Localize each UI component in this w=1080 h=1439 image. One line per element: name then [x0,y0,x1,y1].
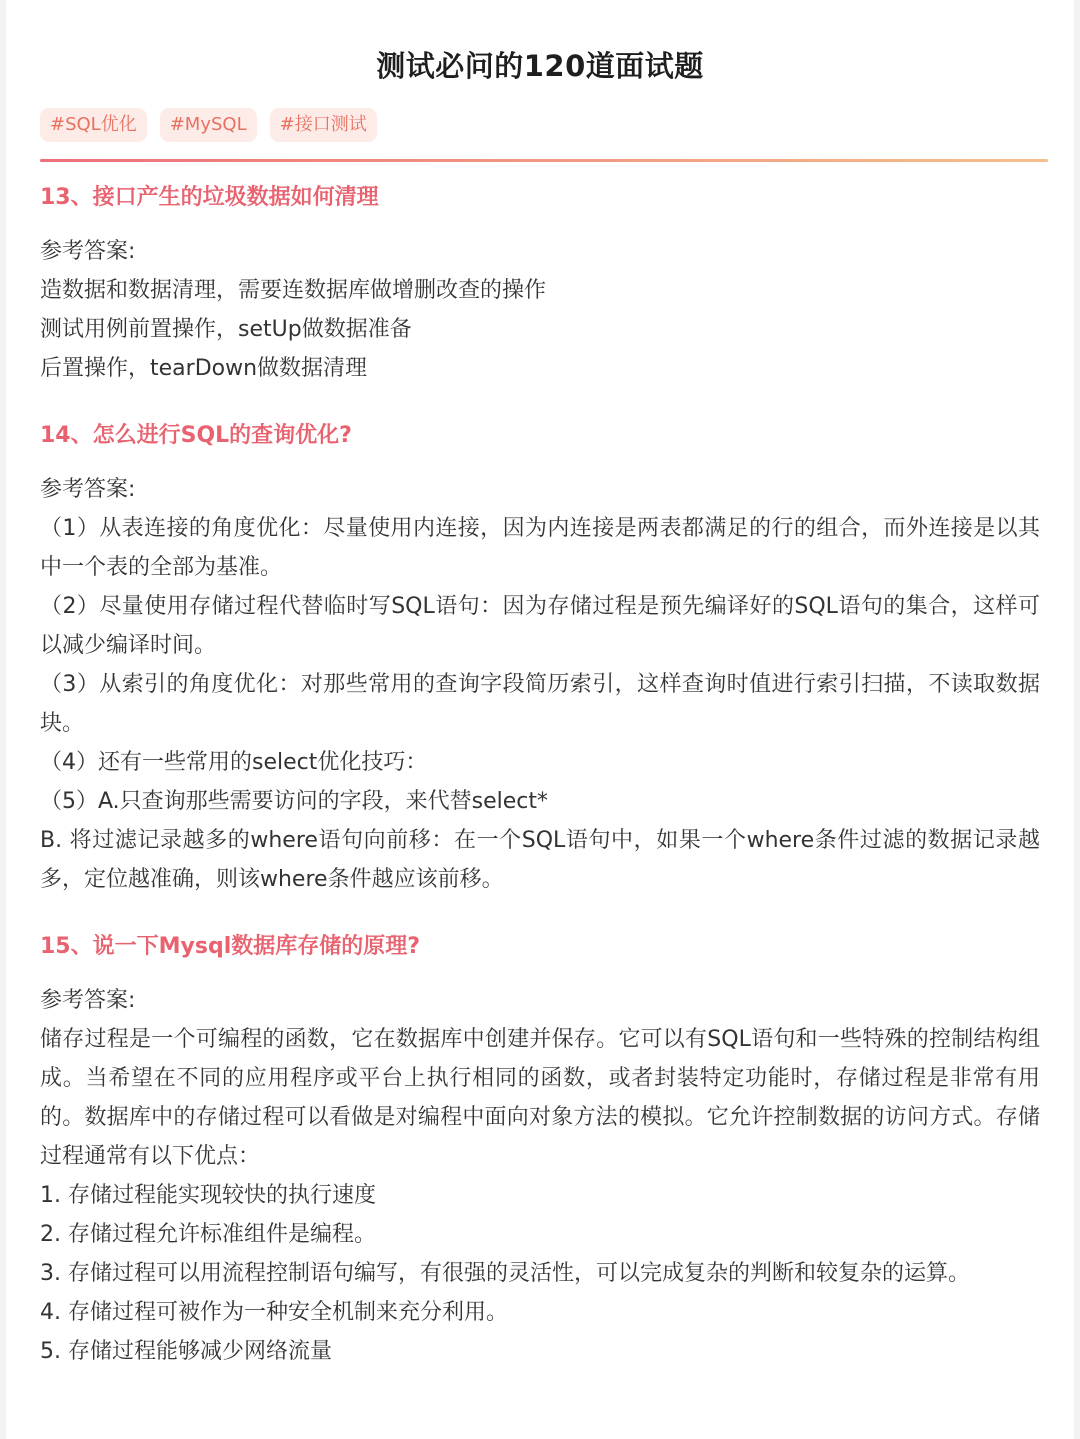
article-card [6,0,1074,1439]
answer-label: 参考答案: [40,239,136,264]
answer-paragraph: （3）从索引的角度优化：对那些常用的查询字段简历索引，这样查询时值进行索引扫描，不读取数据块。 [40,672,1040,736]
header-divider [40,159,1048,162]
answer-paragraph: B. 将过滤记录越多的where语句向前移：在一个SQL语句中，如果一个where条件过滤的数据记录越多，定位越准确，则该where条件越应该前移。 [40,828,1040,892]
question-section-13 [40,176,1040,388]
answer-list-item: 2. 存储过程允许标准组件是编程。 [40,1222,376,1247]
question-section-14 [40,414,1040,899]
answer-paragraph: 储存过程是一个可编程的函数，它在数据库中创建并保存。它可以有SQL语句和一些特殊的控制结构组成。当希望在不同的应用程序或平台上执行相同的函数，或者封装特定功能时，存储过程是非常有用的。数据库中的存储过程可以看做是对编程中面向对象方法的模拟。它允许控制数据的访问方式。存储过程通常有以下优点： [40,1027,1040,1169]
tag-list [40,108,377,142]
answer-paragraph: （4）还有一些常用的select优化技巧： [40,750,428,775]
question-title: 14、怎么进行SQL的查询优化? [40,423,352,448]
answer-list-item: 4. 存储过程可被作为一种安全机制来充分利用。 [40,1300,508,1325]
answer-paragraph: （2）尽量使用存储过程代替临时写SQL语句：因为存储过程是预先编译好的SQL语句的集合，这样可以减少编译时间。 [40,594,1040,658]
answer-label: 参考答案: [40,477,136,502]
answer-paragraph: （5）A.只查询那些需要访问的字段，来代替select* [40,789,549,814]
question-section-15 [40,925,1040,1371]
answer-list-item: 3. 存储过程可以用流程控制语句编写，有很强的灵活性，可以完成复杂的判断和较复杂的运算。 [40,1261,970,1286]
answer-list-item: 1. 存储过程能实现较快的执行速度 [40,1183,376,1208]
tag-sql-optimization[interactable]: #SQL优化 [40,108,147,142]
question-title: 13、接口产生的垃圾数据如何清理 [40,185,379,210]
answer-line: 造数据和数据清理，需要连数据库做增删改查的操作 [40,278,547,303]
article-content [40,176,1040,1397]
tag-api-testing[interactable]: #接口测试 [270,108,377,142]
answer-line: 测试用例前置操作，setUp做数据准备 [40,317,412,342]
answer-line: 后置操作，tearDown做数据清理 [40,356,368,381]
tag-mysql[interactable]: #MySQL [160,108,257,142]
answer-list-item: 5. 存储过程能够减少网络流量 [40,1339,332,1364]
page-title: 测试必问的120道面试题 [376,49,704,83]
question-title: 15、说一下Mysql数据库存储的原理? [40,934,420,959]
answer-label: 参考答案: [40,988,136,1013]
answer-paragraph: （1）从表连接的角度优化：尽量使用内连接，因为内连接是两表都满足的行的组合，而外连接是以其中一个表的全部为基准。 [40,516,1040,580]
